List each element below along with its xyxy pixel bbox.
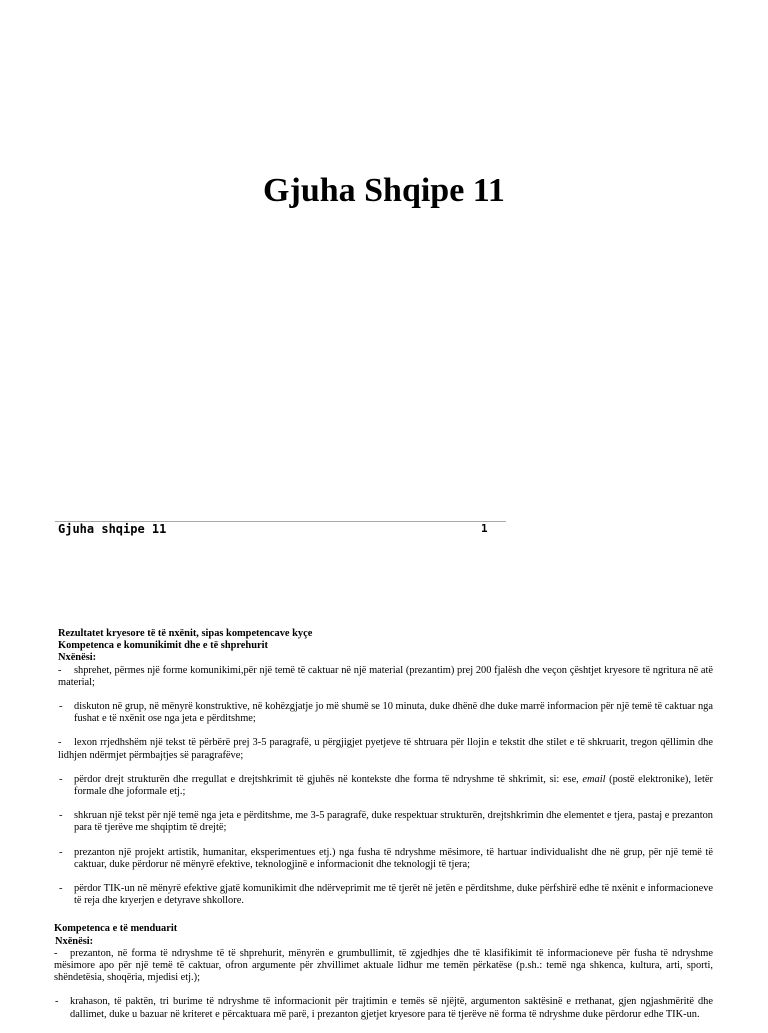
- learner-label: Nxënësi:: [58, 652, 97, 664]
- section-heading: Rezultatet kryesore të të nxënit, sipas kompetencave kyçe: [58, 628, 313, 639]
- learner-label: Nxënësi:: [55, 935, 94, 947]
- list-item-text: (postë elektronike), letër formale dhe joformale etj.;: [74, 773, 713, 798]
- dash-marker: -: [58, 664, 62, 676]
- list-item: [58, 810, 713, 834]
- list-item-text: shprehet, përmes një forme komunikimi,për një temë të caktuar në një material (prezantim) prej 200 fjalësh dhe veçon çështjet kryesore të ngritura në atë material;: [58, 664, 713, 688]
- list-item-emphasis: email: [582, 773, 606, 785]
- list-item: [58, 665, 713, 689]
- footer-label: Gjuha shqipe 11: [58, 522, 167, 536]
- list-item-text: diskuton në grup, në mënyrë konstruktive, në kohëzgjatje jo më shumë se 10 minuta, duke dhënë dhe duke marrë informacion për një temë të caktuar nga fushat e të nxënit ose nga jeta e përditshme;: [74, 701, 713, 725]
- list-item-text: prezanton një projekt artistik, humanitar, eksperimentues etj.) nga fusha të ndryshme mësimore, të hartuar individualisht dhe në grup, për një temë të caktuar, duke përdorur në mënyrë efektive, teknologjinë e informacionit dhe teknologji të tjera;: [74, 846, 713, 870]
- list-item-text: përdor TIK-un në mënyrë efektive gjatë komunikimit dhe ndërveprimit me të tjerët në jetën e përditshme, duke përfshirë edhe të nxënit e informacioneve të reja dhe kryerjen e detyrave shkollore.: [74, 883, 713, 907]
- dash-marker: -: [54, 947, 58, 959]
- document-title: Gjuha Shqipe 11: [263, 172, 505, 209]
- list-item: [58, 737, 713, 761]
- list-item-text: përdor drejt strukturën dhe rregullat e drejtshkrimit të gjuhës në kontekste dhe forma të ndryshme të shkrimit, si: ese,: [74, 773, 579, 785]
- list-item: [58, 701, 713, 725]
- dash-marker: -: [59, 701, 63, 713]
- dash-marker: -: [59, 810, 63, 822]
- list-item: [54, 948, 713, 985]
- dash-marker: -: [55, 996, 59, 1008]
- page-content: [54, 628, 713, 1033]
- list-item: [58, 847, 713, 871]
- dash-marker: -: [59, 773, 63, 785]
- competence-heading: Kompetenca e të menduarit: [54, 923, 178, 935]
- list-item-text: lexon rrjedhshëm një tekst të përbërë prej 3-5 paragrafë, u përgjigjet pyetjeve të shtruara për llojin e tekstit dhe stilet e të shkruarit, tregon qëllimin dhe lidhjen ndërmjet përmbajtjes së paragrafëve;: [58, 737, 713, 761]
- list-item-text: krahason, të paktën, tri burime të ndryshme të informacionit për trajtimin e temës së njëjtë, argumenton saktësinë e rrethanat, gjen ngjashmëritë dhe dallimet, duke u bazuar në kriteret e përcaktuara më parë, i prezanton gjetjet kryesore para të tjerëve në forma të ndryshme duke përdorur edhe TIK-un.: [70, 996, 713, 1020]
- dash-marker: -: [58, 737, 62, 749]
- competence-heading: Kompetenca e komunikimit dhe e të shprehurit: [58, 640, 268, 652]
- footer-page-number: 1: [481, 522, 488, 535]
- dash-marker: -: [59, 846, 63, 858]
- dash-marker: -: [59, 883, 63, 895]
- list-item-text: shkruan një tekst për një temë nga jeta e përditshme, me 3-5 paragrafë, duke respektuar strukturën, drejtshkrimin dhe elementet e tjera, pastaj e prezanton para të tjerëve me shqiptim të drejtë;: [74, 810, 713, 834]
- list-item: [54, 996, 713, 1020]
- list-item: [58, 774, 713, 798]
- thinking-competence-section: [54, 923, 713, 1020]
- list-item-text: prezanton, në forma të ndryshme të të shprehurit, mënyrën e grumbullimit, të zgjedhjes dhe të klasifikimit të informacioneve për fusha të ndryshme mësimore apo për një temë të caktuar, ofron argumente për zhvillimet aktuale lidhur me temën përkatëse (p.sh.: temë nga shkenca, kultura, arti, sporti, shëndetësia, shoqëria, mjedisi etj.);: [54, 947, 713, 984]
- list-item: [58, 883, 713, 907]
